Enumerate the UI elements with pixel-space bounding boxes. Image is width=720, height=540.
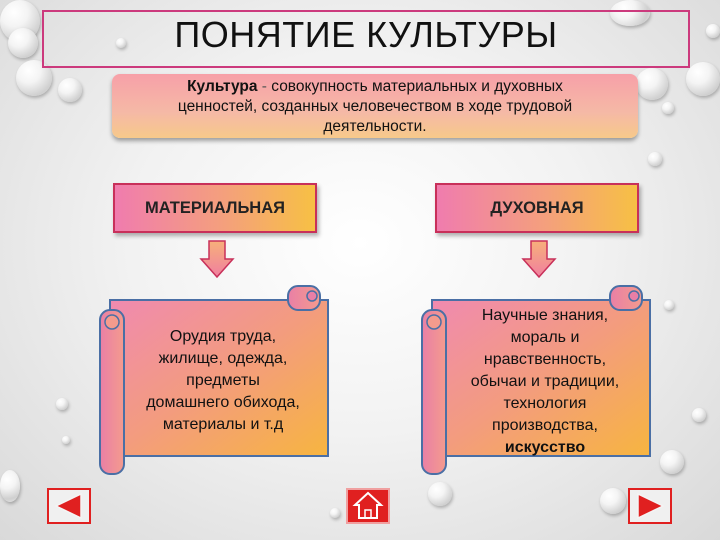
decorative-drop: [600, 488, 626, 514]
decorative-drop: [692, 408, 706, 422]
down-arrow-icon: [521, 240, 557, 278]
material-example: жилище, одежда,: [158, 350, 288, 367]
decorative-drop: [8, 28, 38, 58]
slide-title: ПОНЯТИЕ КУЛЬТУРЫ: [174, 14, 558, 55]
home-button[interactable]: [346, 488, 390, 524]
spiritual-example: обычаи и традиции,: [470, 373, 620, 390]
definition-term: Культура: [187, 78, 258, 95]
decorative-drop: [56, 398, 68, 410]
decorative-drop: [686, 62, 720, 96]
spiritual-example: мораль и: [510, 329, 580, 346]
definition-dash: -: [261, 78, 267, 95]
category-spiritual: [435, 183, 639, 233]
material-example: предметы: [186, 372, 260, 389]
material-examples: [128, 326, 318, 436]
decorative-drop: [662, 102, 674, 114]
spiritual-example: искусство: [504, 439, 586, 456]
decorative-drop: [664, 300, 674, 310]
definition-text-1: совокупность материальных и духовных: [271, 78, 563, 95]
next-button[interactable]: [628, 488, 672, 524]
decorative-drop: [706, 24, 720, 38]
decorative-drop: [62, 436, 70, 444]
definition-line-2: ценностей, созданных человечеством в ходе трудовой: [177, 98, 573, 115]
category-material: [113, 183, 317, 233]
material-example: Орудия труда,: [169, 328, 277, 345]
material-example: материалы и т.д: [162, 416, 284, 433]
definition-line-3: деятельности.: [323, 118, 427, 135]
decorative-drop: [428, 482, 452, 506]
decorative-drop: [648, 152, 662, 166]
category-material-label: МАТЕРИАЛЬНАЯ: [144, 198, 286, 217]
material-example: домашнего обихода,: [146, 394, 300, 411]
spiritual-example: нравственность,: [483, 351, 607, 368]
down-arrow-icon: [199, 240, 235, 278]
decorative-drop: [0, 470, 20, 502]
spiritual-example: технология: [503, 395, 587, 412]
spiritual-example: производства,: [492, 417, 598, 434]
previous-button[interactable]: [47, 488, 91, 524]
decorative-drop: [330, 508, 340, 518]
category-spiritual-label: ДУХОВНАЯ: [490, 198, 584, 217]
decorative-drop: [58, 78, 82, 102]
decorative-drop: [636, 68, 668, 100]
spiritual-example: Научные знания,: [481, 307, 609, 324]
definition-box: [112, 74, 638, 138]
decorative-drop: [660, 450, 684, 474]
spiritual-examples: [450, 305, 640, 459]
definition-line-1: [112, 77, 638, 97]
